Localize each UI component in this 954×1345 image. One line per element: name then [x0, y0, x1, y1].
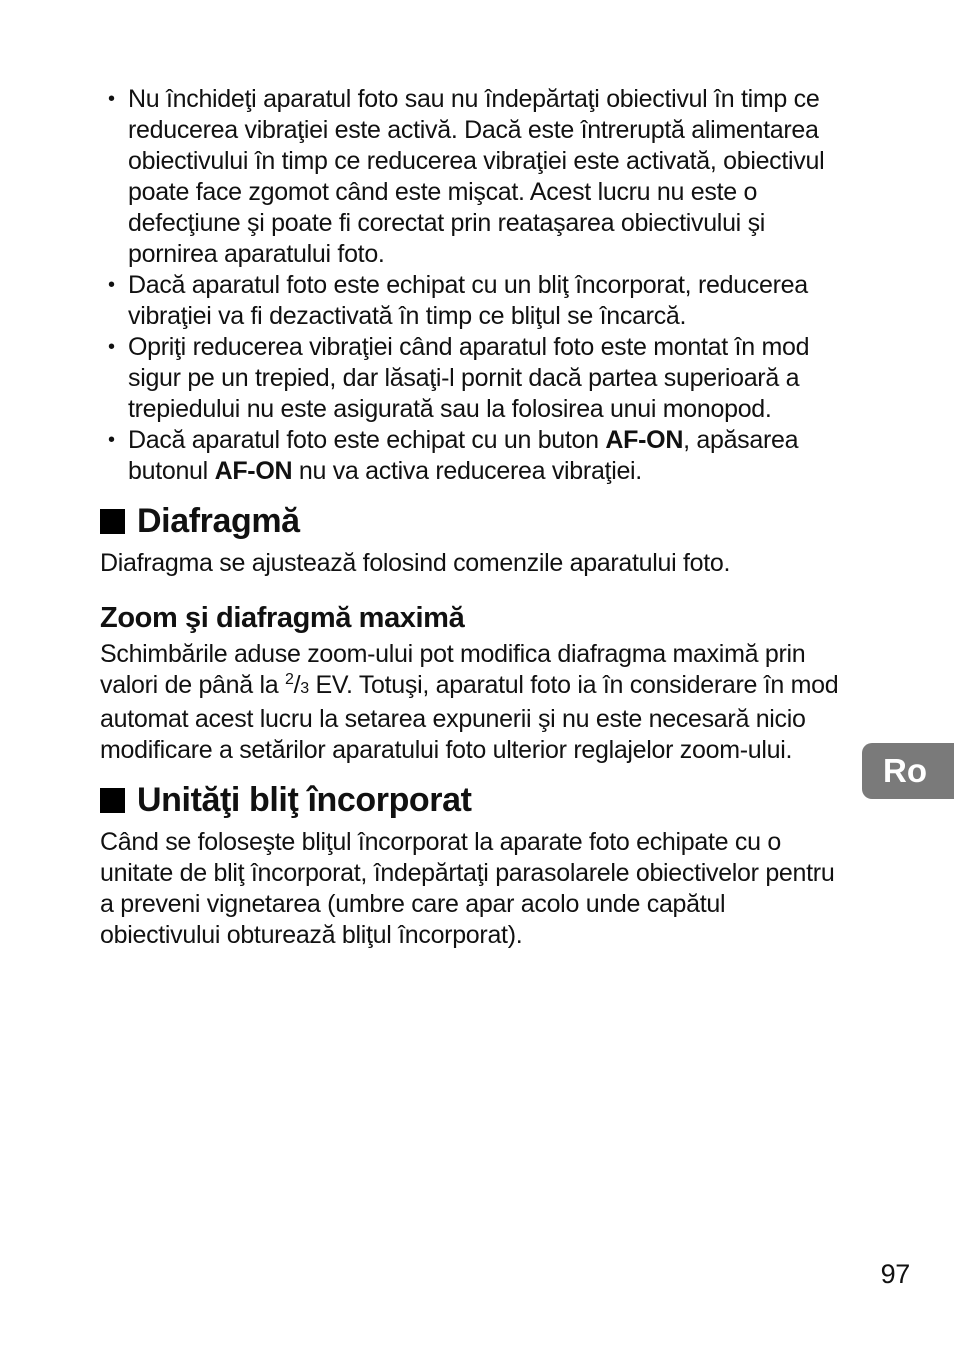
text-segment: Nu închideţi aparatul foto sau nu îndepărtaţi obiectivul în timp ce reducerea vibraţiei este activă. Dacă este întreruptă alimentarea obiectivului în timp ce reducerea vibraţiei este activată, obiectivul poate face zgomot când este mişcat. Acest lucru nu este o defecţiune şi poate fi corectat prin reataşarea obiectivului şi pornirea aparatului foto.	[128, 85, 825, 268]
zoom-paragraph	[100, 639, 848, 766]
bullet-item	[100, 84, 848, 270]
bullet-icon: •	[108, 429, 115, 451]
section-title: Diafragmă	[137, 502, 300, 540]
bold-text: AF-ON	[605, 426, 684, 454]
zoom-paragraph-after: EV. Totuşi, aparatul foto ia în considerare în mod automat acest lucru la setarea expunerii şi nu este necesară nicio modificare a setărilor aparatului foto ulterior reglajelor zoom-ului.	[100, 671, 839, 764]
bullet-item	[100, 332, 848, 425]
page-number: 97	[880, 1259, 910, 1289]
bullet-list	[100, 84, 848, 487]
section-marker-icon	[100, 509, 125, 534]
page-content	[100, 84, 848, 951]
section-title: Unităţi bliţ încorporat	[137, 781, 472, 819]
text-segment: Opriţi reducerea vibraţiei când aparatul foto este montat în mod sigur pe un trepied, dar lăsaţi-l pornit dacă partea superioară a trepiedului nu este asigurată sau la folosirea unui monopod.	[128, 333, 810, 423]
text-segment: Dacă aparatul foto este echipat cu un buton	[128, 426, 606, 454]
section-heading-diafragma	[100, 502, 848, 540]
text-segment: , apăsarea butonul	[128, 426, 799, 485]
bullet-icon: •	[108, 88, 115, 110]
fraction-slash: /	[293, 671, 301, 699]
language-tab-ro: Ro	[862, 743, 954, 799]
subsection-heading-zoom: Zoom şi diafragmă maximă	[100, 602, 465, 634]
fraction-denominator: 3	[300, 680, 309, 697]
bullet-item	[100, 425, 848, 487]
text-segment: nu va activa reducerea vibraţiei.	[292, 457, 642, 485]
fraction-numerator: 2	[285, 671, 294, 688]
section-marker-icon	[100, 788, 125, 813]
text-segment: Dacă aparatul foto este echipat cu un bliţ încorporat, reducerea vibraţiei va fi dezactivată în timp ce bliţul se încarcă.	[128, 271, 808, 330]
bold-text: AF-ON	[214, 457, 293, 485]
zoom-paragraph-before: Schimbările aduse zoom-ului pot modifica diafragma maximă prin valori de până la	[100, 640, 806, 699]
diafragma-paragraph: Diafragma se ajustează folosind comenzile aparatului foto.	[100, 549, 731, 577]
section-heading-blit	[100, 781, 848, 819]
bullet-icon: •	[108, 274, 115, 296]
blit-paragraph: Când se foloseşte bliţul încorporat la aparate foto echipate cu o unitate de bliţ încorporat, îndepărtaţi parasolarele obiectivelor pentru a preveni vignetarea (umbre care apar acolo unde capătul obiectivului obturează bliţul încorporat).	[100, 828, 835, 949]
bullet-icon: •	[108, 336, 115, 358]
bullet-item	[100, 270, 848, 332]
